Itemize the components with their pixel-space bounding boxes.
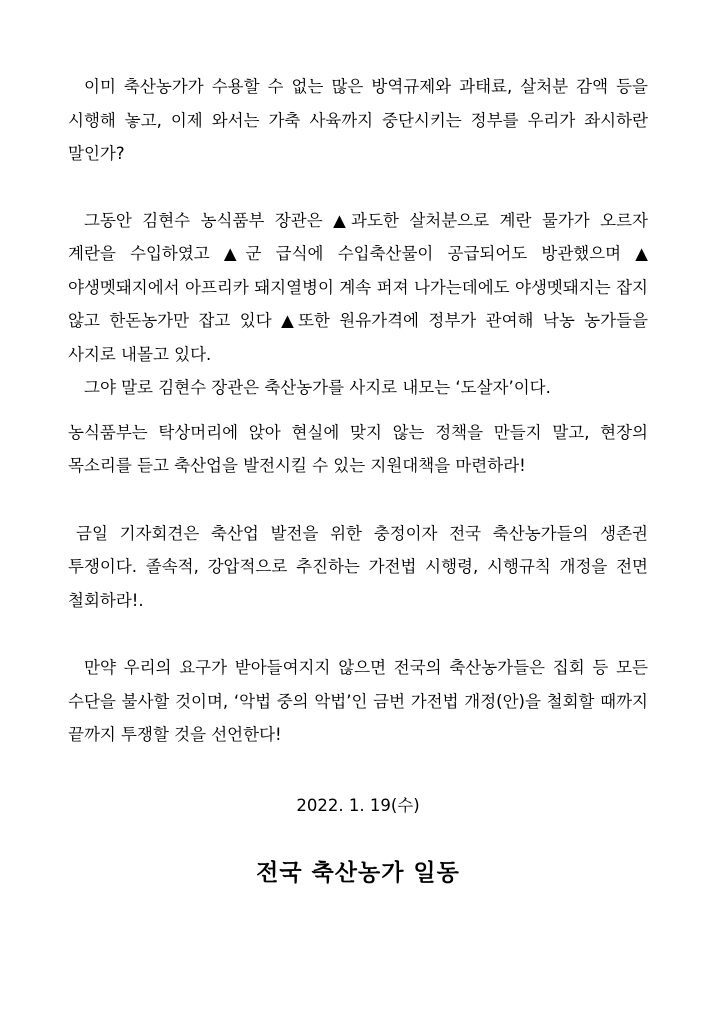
paragraph-1: 이미 축산농가가 수용할 수 없는 많은 방역규제와 과태료, 살처분 감액 등을 시행해 놓고, 이제 와서는 가축 사육까지 중단시키는 정부를 우리가 좌시하란 말인가? (68, 77, 648, 163)
statement-body (68, 70, 648, 889)
paragraph-3: 그야 말로 김현수 장관은 축산농가를 사지로 내모는 ‘도살자’이다. (84, 378, 551, 397)
paragraph-5: 금일 기자회견은 축산업 발전을 위한 충정이자 전국 축산농가들의 생존권 투쟁이다. 졸속적, 강압적으로 추진하는 가전법 시행령, 시행규칙 개정을 전면 철회하라!. (68, 523, 648, 610)
statement-date: 2022. 1. 19(수) (296, 795, 420, 815)
paragraph-4: 농식품부는 탁상머리에 앉아 현실에 맞지 않는 정책을 만들지 말고, 현장의 목소리를 듣고 축산업을 발전시킬 수 있는 지원대책을 마련하라! (68, 422, 648, 475)
paragraph-2: 그동안 김현수 농식품부 장관은 ▲과도한 살처분으로 계란 물가가 오르자 계란을 수입하였고 ▲군 급식에 수입축산물이 공급되어도 방관했으며 ▲야생멧돼지에서 아프리카 돼지열병이 계속 퍼져 나가는데에도 야생멧돼지는 잡지 않고 한돈농가만 잡고 있다 ▲또한 원유가격에 정부가 관여해 낙농 농가들을 사지로 내몰고 있다. (68, 210, 648, 364)
paragraph-6: 만약 우리의 요구가 받아들여지지 않으면 전국의 축산농가들은 집회 등 모든 수단을 불사할 것이며, ‘악법 중의 악법’인 금번 가전법 개정(안)을 철회할 때까지 끝까지 투쟁할 것을 선언한다! (68, 658, 648, 744)
signature: 전국 축산농가 일동 (256, 859, 460, 886)
